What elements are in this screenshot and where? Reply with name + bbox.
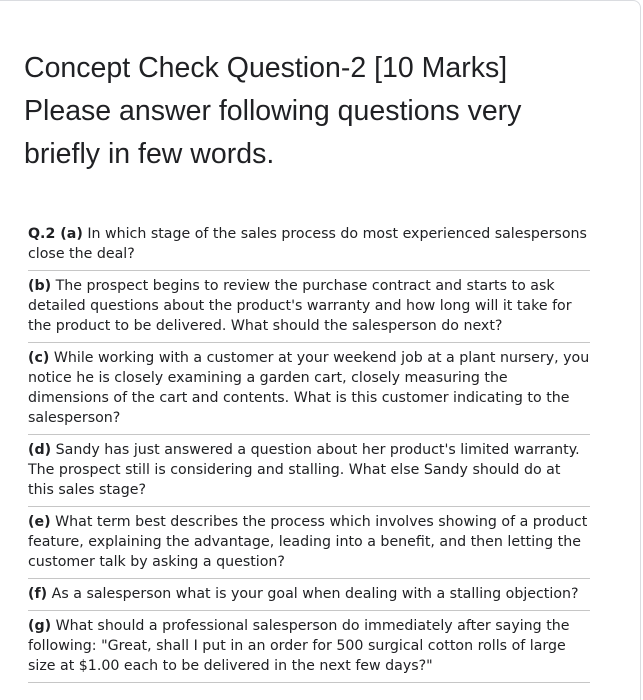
question-text: In which stage of the sales process do most experienced salespersons close the deal? xyxy=(28,226,587,262)
question-text: What term best describes the process which involves showing of a product feature, explaining the advantage, leading into a benefit, and then letting the customer talk by asking a question? xyxy=(28,514,588,570)
question-text: The prospect begins to review the purchase contract and starts to ask detailed questions about the product's warranty and how long will it take for the product to be delivered. What should the salesperson do next? xyxy=(28,278,572,334)
question-d xyxy=(28,440,590,507)
question-label: Q.2 (a) xyxy=(28,226,83,242)
question-text: Sandy has just answered a question about her product's limited warranty. The prospect still is considering and stalling. What else Sandy should do at this sales stage? xyxy=(28,442,580,498)
question-label: (d) xyxy=(28,442,52,458)
question-c xyxy=(28,348,590,435)
question-title xyxy=(24,47,584,176)
title-line-2: Please answer following questions very xyxy=(24,95,522,127)
question-label: (e) xyxy=(28,514,51,530)
question-b xyxy=(28,276,590,343)
question-label: (b) xyxy=(28,278,52,294)
question-text: While working with a customer at your weekend job at a plant nursery, you notice he is closely examining a garden cart, closely measuring the dimensions of the cart and contents. What is this customer indicating to the salesperson? xyxy=(28,350,590,426)
question-label: (c) xyxy=(28,350,50,366)
question-label: (f) xyxy=(28,586,48,602)
question-a xyxy=(28,224,590,271)
question-f xyxy=(28,584,590,611)
question-g xyxy=(28,616,590,683)
question-list xyxy=(28,224,590,688)
question-text: What should a professional salesperson do immediately after saying the following: "Great, shall I put in an order for 500 surgical cotton rolls of large size at $1.00 each to be delivered in the next few days?" xyxy=(28,618,570,674)
title-line-1: Concept Check Question-2 [10 Marks] xyxy=(24,52,508,84)
question-e xyxy=(28,512,590,579)
question-label: (g) xyxy=(28,618,52,634)
title-line-3: briefly in few words. xyxy=(24,138,275,170)
question-text: As a salesperson what is your goal when dealing with a stalling objection? xyxy=(47,586,579,602)
